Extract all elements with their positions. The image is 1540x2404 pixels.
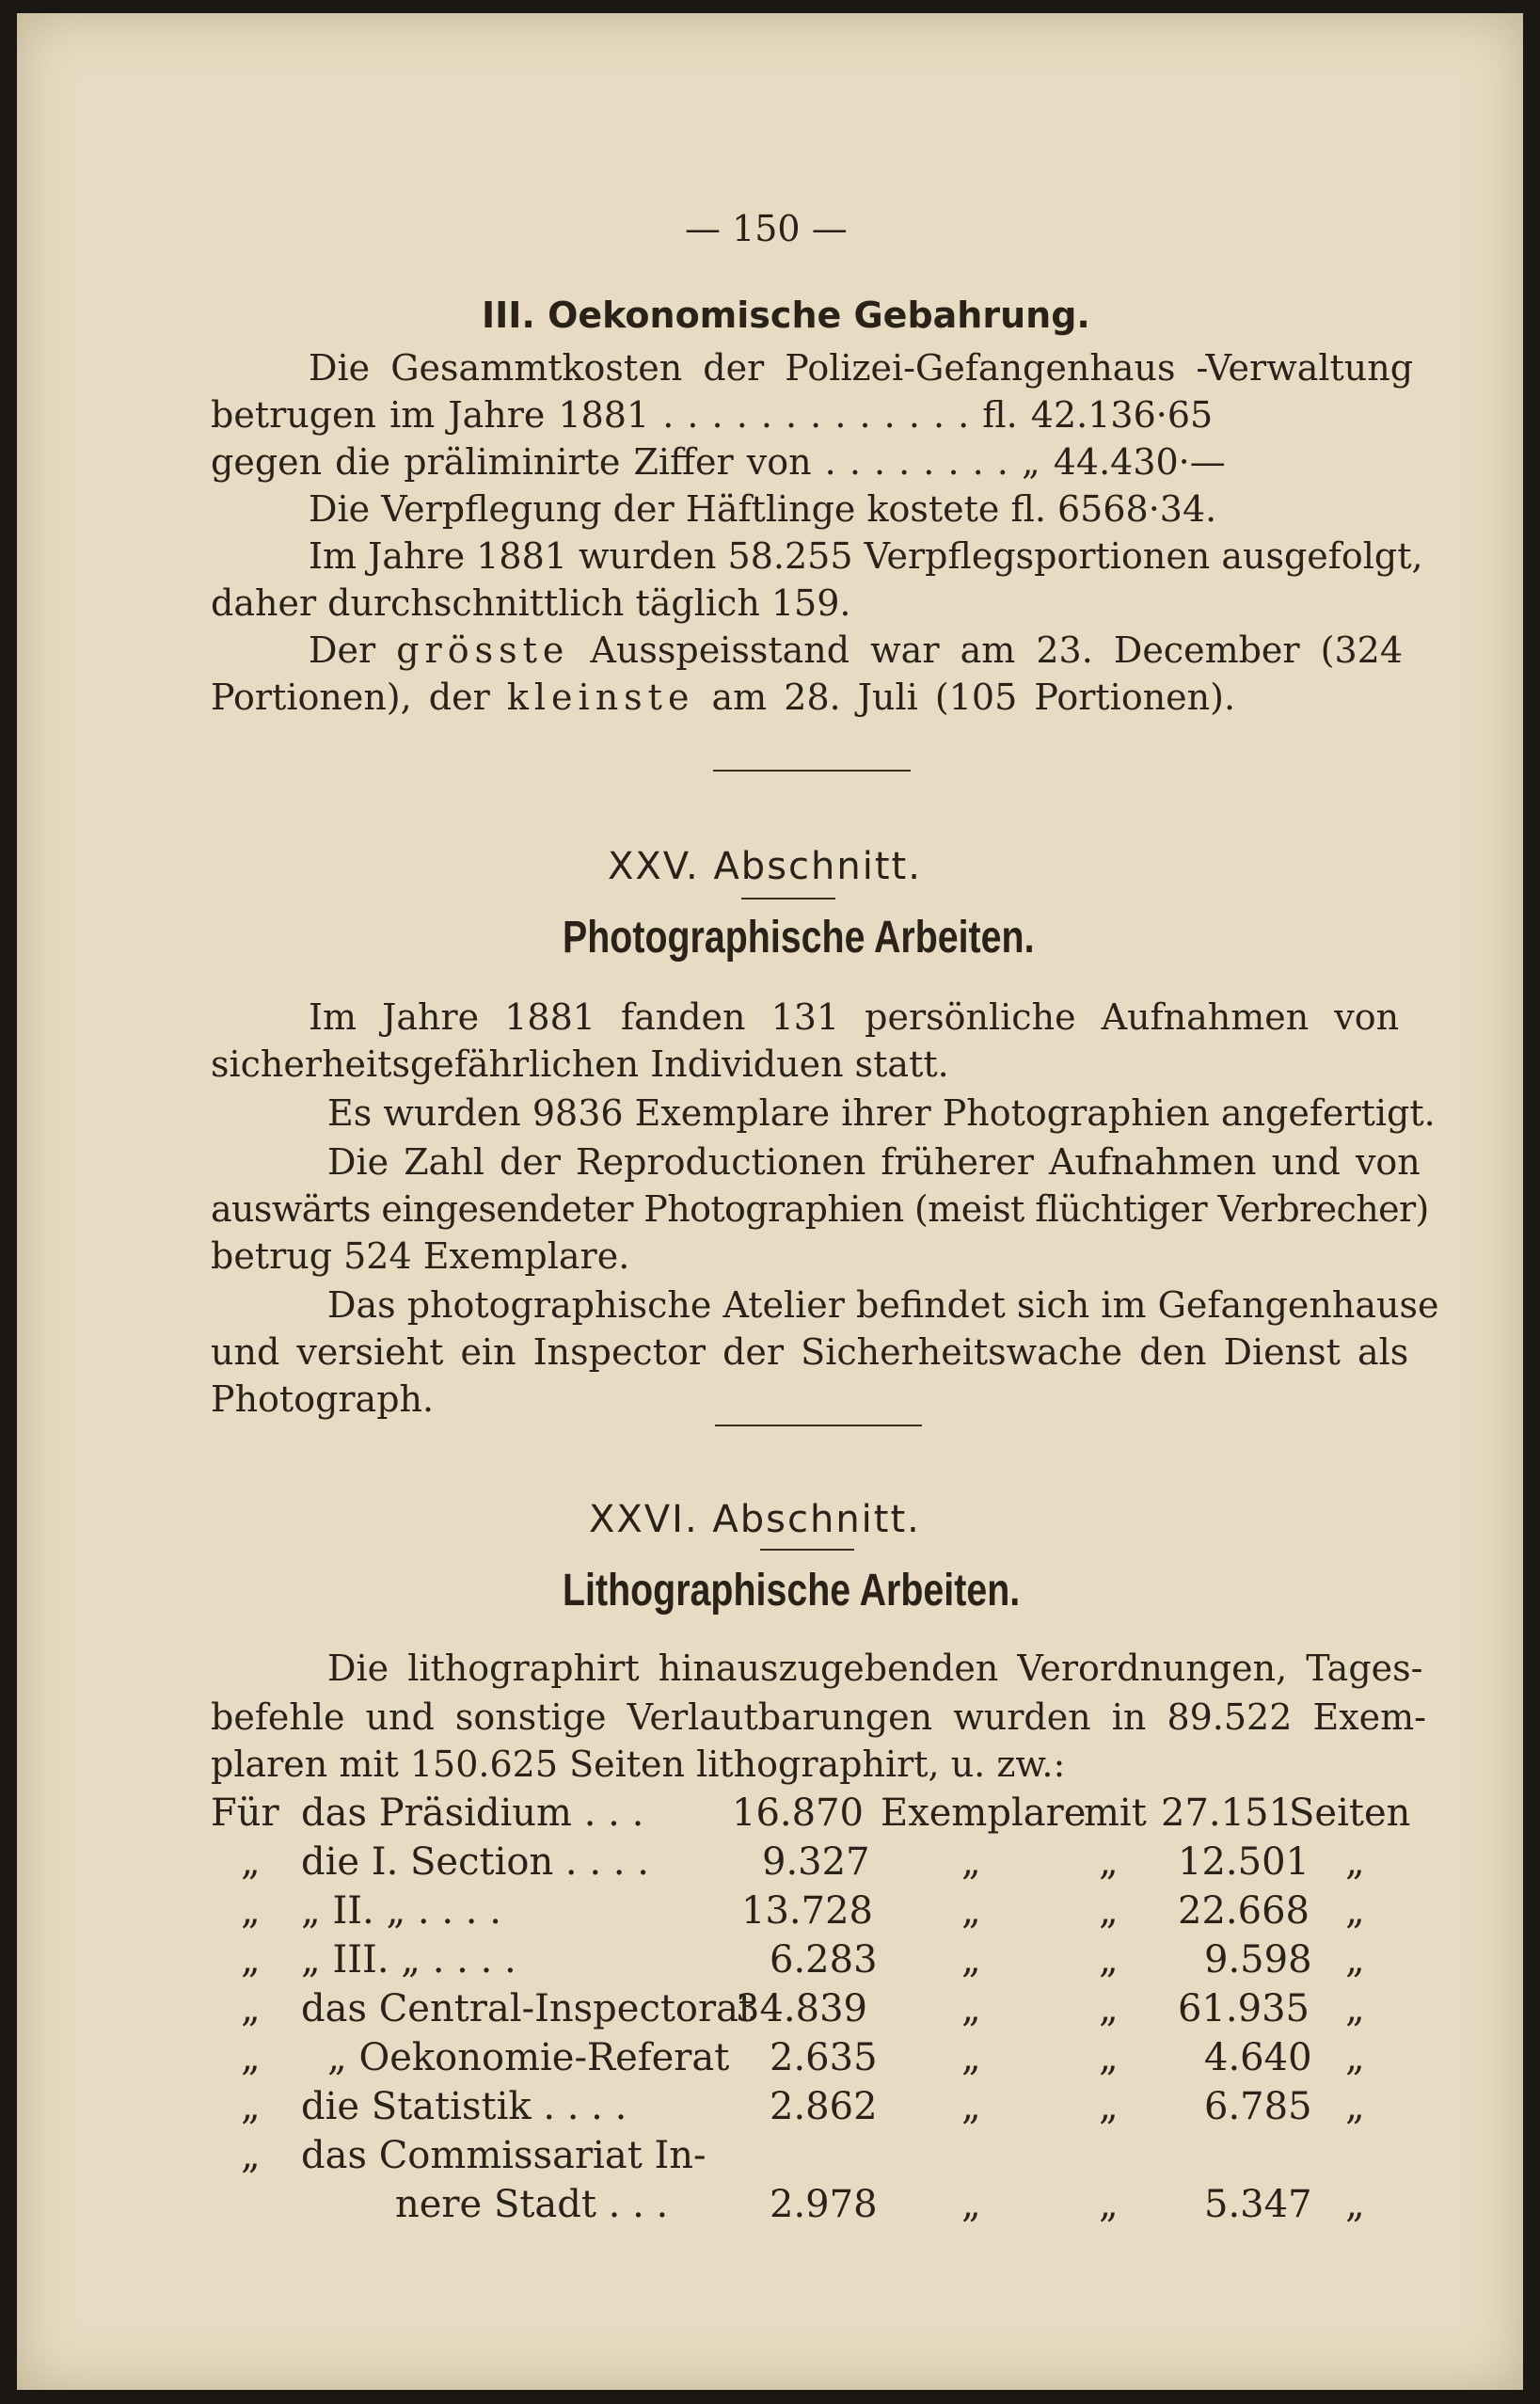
- row-prefix: „: [241, 1840, 261, 1884]
- text-line: Im Jahre 1881 wurden 58.255 Verpflegsportionen ausgefolgt,: [309, 535, 1423, 577]
- mit-label: „: [1099, 1987, 1119, 2030]
- text-line: betrugen im Jahre 1881 . . . . . . . . . . . . . fl. 42.136·65: [211, 394, 1214, 436]
- copies-value: 2.635: [770, 2036, 878, 2079]
- row-prefix: „: [241, 1987, 261, 2030]
- emphasis-spaced: kleinste: [506, 677, 695, 718]
- text-fragment: am 28. Juli (105 Portionen).: [711, 677, 1236, 718]
- mit-label: mit: [1084, 1791, 1147, 1835]
- row-label: nere Stadt . . .: [395, 2183, 669, 2226]
- text-line: betrug 524 Exemplare.: [211, 1235, 630, 1277]
- row-prefix: „: [241, 1938, 261, 1982]
- section-divider: [715, 1425, 922, 1426]
- unit-label: „: [961, 1840, 981, 1884]
- table-row: [17, 2085, 1523, 2132]
- row-label: „ Oekonomie-Referat: [327, 2036, 730, 2079]
- text-line: sicherheitsgefährlichen Individuen statt.: [211, 1043, 949, 1085]
- pages-value: 5.347: [1204, 2183, 1312, 2226]
- text-fragment: Portionen), der: [211, 677, 490, 718]
- copies-value: 6.283: [770, 1938, 878, 1982]
- section-heading: III. Oekonomische Gebahrung.: [482, 295, 1090, 336]
- mit-label: „: [1099, 2085, 1119, 2128]
- mit-label: „: [1099, 2036, 1119, 2079]
- mit-label: „: [1099, 1840, 1119, 1884]
- text-line: Das photographische Atelier befindet sich im Gefangenhause: [327, 1284, 1439, 1326]
- chapter-title: Lithographische Arbeiten.: [563, 1566, 1021, 1616]
- pages-value: 9.598: [1204, 1938, 1312, 1982]
- unit-label: „: [1345, 2085, 1365, 2128]
- row-prefix: „: [241, 2085, 261, 2128]
- unit-label: Seiten: [1289, 1791, 1411, 1835]
- chapter-title: Photographische Arbeiten.: [563, 913, 1035, 963]
- text-line: Die Zahl der Reproductionen früherer Aufnahmen und von: [327, 1141, 1421, 1183]
- unit-label: „: [961, 1938, 981, 1982]
- row-prefix: „: [241, 2036, 261, 2079]
- mit-label: „: [1099, 1889, 1119, 1933]
- pages-value: 27.151: [1161, 1791, 1293, 1835]
- unit-label: „: [961, 2183, 981, 2226]
- text-line: gegen die präliminirte Ziffer von . . . . . . . . „ 44.430·—: [211, 441, 1226, 483]
- chapter-divider: [760, 1549, 854, 1551]
- row-prefix: „: [241, 1889, 261, 1933]
- text-line: Es wurden 9836 Exemplare ihrer Photographien angefertigt.: [327, 1092, 1436, 1134]
- table-row: [17, 2036, 1523, 2083]
- table-row: [17, 2183, 1523, 2230]
- table-row: [17, 1791, 1523, 1839]
- pages-value: 22.668: [1178, 1889, 1310, 1933]
- row-label: das Präsidium . . .: [301, 1791, 644, 1835]
- unit-label: „: [1345, 2036, 1365, 2079]
- row-label: „ III. „ . . . .: [301, 1938, 516, 1982]
- table-row: [17, 1889, 1523, 1936]
- table-row: [17, 2134, 1523, 2181]
- pages-value: 4.640: [1204, 2036, 1312, 2079]
- table-row: [17, 1987, 1523, 2034]
- text-fragment: Der: [309, 629, 376, 671]
- row-label: die Statistik . . . .: [301, 2085, 627, 2128]
- text-line: und versieht ein Inspector der Sicherheitswache den Dienst als: [211, 1331, 1409, 1373]
- text-line: daher durchschnittlich täglich 159.: [211, 582, 851, 624]
- row-label: das Commissariat In-: [301, 2134, 706, 2177]
- table-row: [17, 1938, 1523, 1985]
- table-row: [17, 1840, 1523, 1887]
- pages-value: 6.785: [1204, 2085, 1312, 2128]
- unit-label: „: [961, 2036, 981, 2079]
- copies-value: 2.862: [770, 2085, 878, 2128]
- pages-value: 61.935: [1178, 1987, 1310, 2030]
- copies-value: 16.870: [732, 1791, 864, 1835]
- text-fragment: Ausspeisstand war am 23. December (324: [590, 629, 1404, 671]
- pages-value: 12.501: [1178, 1840, 1310, 1884]
- text-line: plaren mit 150.625 Seiten lithographirt, u. zw.:: [211, 1743, 1066, 1785]
- text-line: Photograph.: [211, 1378, 435, 1420]
- unit-label: „: [961, 2085, 981, 2128]
- mit-label: „: [1099, 1938, 1119, 1982]
- lithograph-table: [17, 1791, 1523, 2243]
- chapter-label: XXV. Abschnitt.: [608, 845, 922, 888]
- text-line: auswärts eingesendeter Photographien (meist flüchtiger Verbrecher): [211, 1188, 1429, 1230]
- chapter-label: XXVI. Abschnitt.: [589, 1498, 921, 1541]
- page-number: — 150 —: [685, 208, 848, 249]
- unit-label: „: [1345, 1889, 1365, 1933]
- copies-value: 9.327: [762, 1840, 870, 1884]
- copies-value: 2.978: [770, 2183, 878, 2226]
- section-divider: [713, 770, 911, 772]
- emphasis-spaced: grösste: [396, 629, 570, 671]
- unit-label: „: [1345, 1987, 1365, 2030]
- row-label: die I. Section . . . .: [301, 1840, 649, 1884]
- text-line: Die lithographirt hinauszugebenden Verordnungen, Tages-: [327, 1648, 1423, 1689]
- row-prefix: „: [241, 2134, 261, 2177]
- text-line: Die Gesammtkosten der Polizei-Gefangenhaus -Verwaltung: [309, 347, 1414, 389]
- text-line: befehle und sonstige Verlautbarungen wurden in 89.522 Exem-: [211, 1696, 1427, 1738]
- text-line: [211, 676, 1235, 719]
- text-line: [309, 629, 1403, 672]
- chapter-divider: [741, 898, 835, 900]
- unit-label: „: [1345, 1938, 1365, 1982]
- row-prefix: Für: [211, 1791, 279, 1835]
- unit-label: „: [961, 1889, 981, 1933]
- text-line: Im Jahre 1881 fanden 131 persönliche Aufnahmen von: [309, 996, 1400, 1038]
- row-label: das Central-Inspectorat: [301, 1987, 754, 2030]
- mit-label: „: [1099, 2183, 1119, 2226]
- book-page: [17, 13, 1523, 2390]
- unit-label: „: [1345, 1840, 1365, 1884]
- unit-label: „: [1345, 2183, 1365, 2226]
- unit-label: Exemplare: [881, 1791, 1087, 1835]
- copies-value: 13.728: [741, 1889, 873, 1933]
- text-line: Die Verpflegung der Häftlinge kostete fl. 6568·34.: [309, 488, 1217, 530]
- unit-label: „: [961, 1987, 981, 2030]
- row-label: „ II. „ . . . .: [301, 1889, 501, 1933]
- copies-value: 34.839: [736, 1987, 867, 2030]
